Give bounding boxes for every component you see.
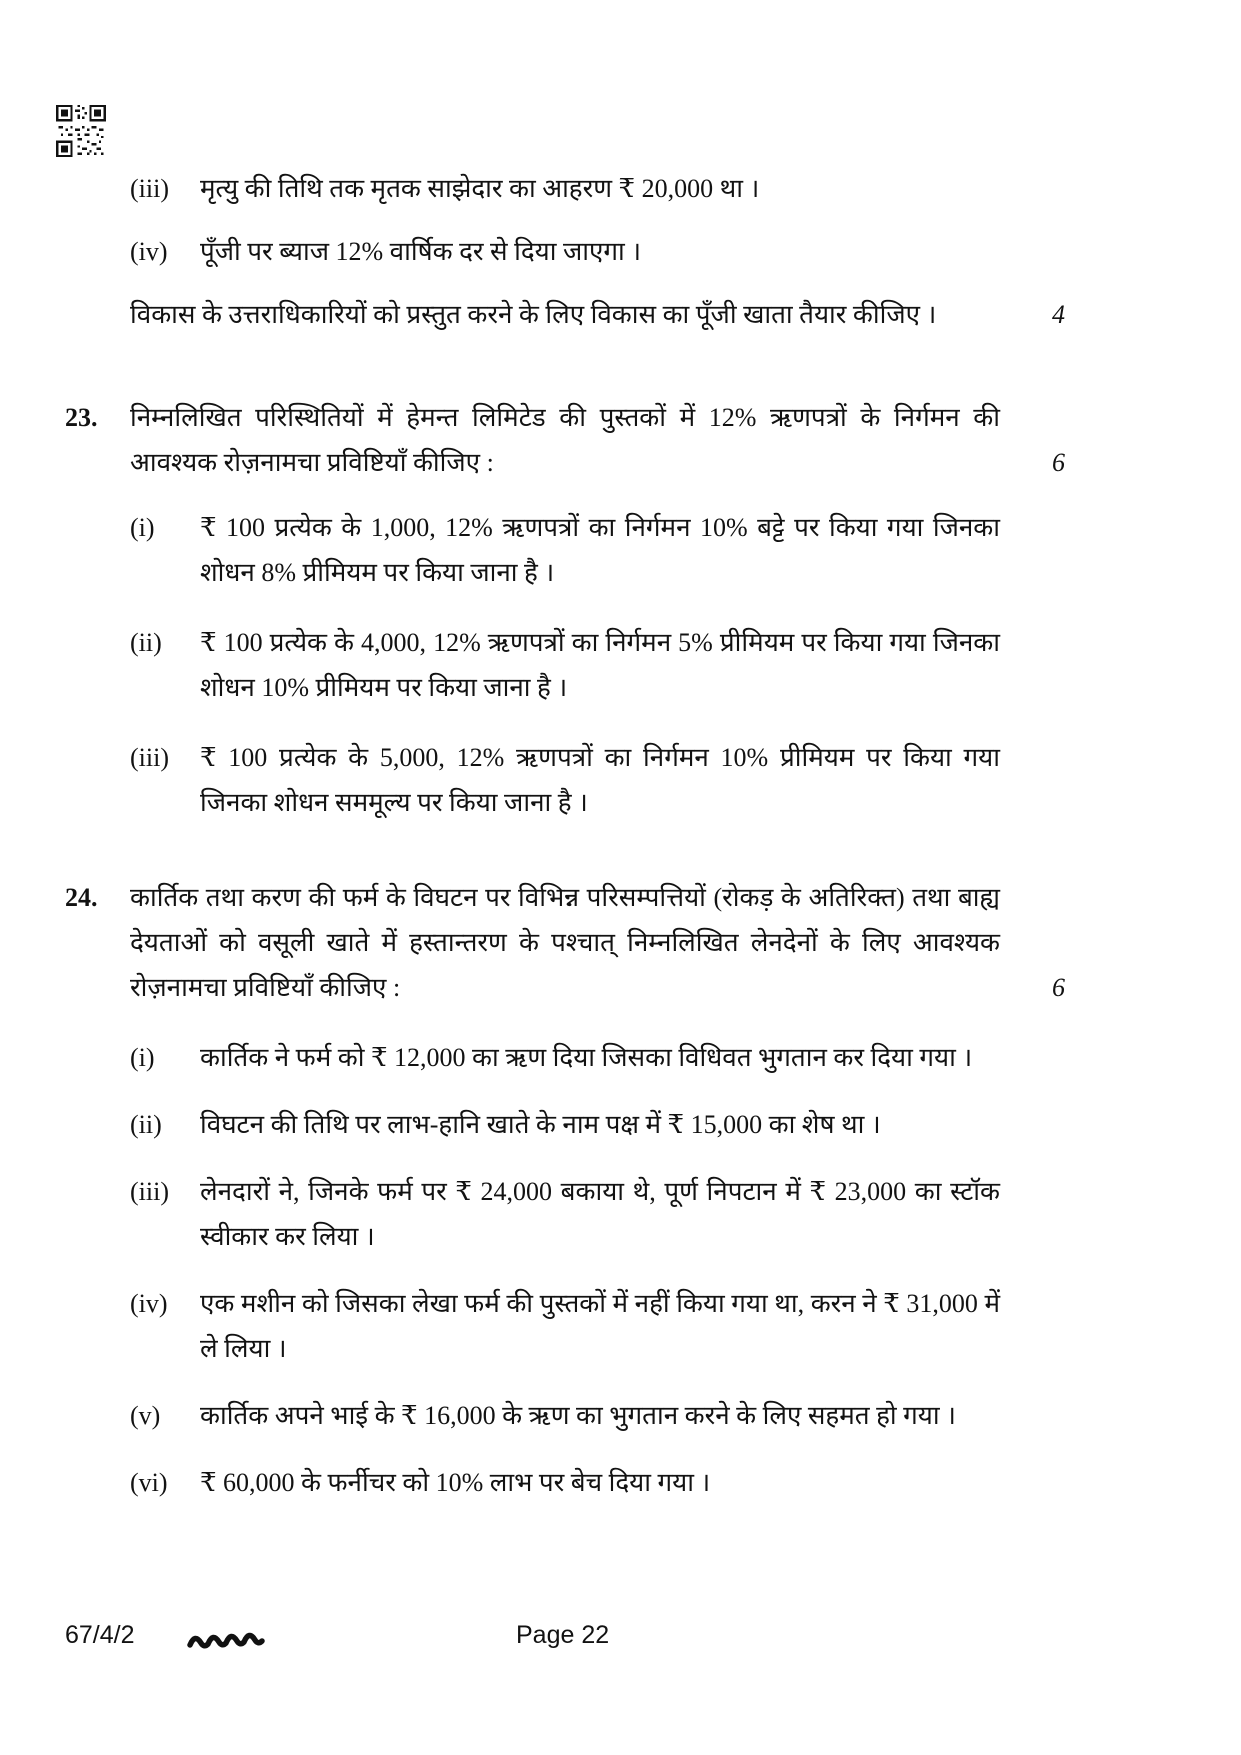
marks-value: 4 xyxy=(1052,300,1065,329)
list-item xyxy=(65,1169,1065,1259)
question-number: 23. xyxy=(65,403,98,432)
marks-value: 6 xyxy=(1052,448,1065,477)
list-item-label: (vi) xyxy=(130,1468,168,1497)
question-header xyxy=(65,395,1065,485)
list-item-text: ₹ 100 प्रत्येक के 5,000, 12% ऋणपत्रों का निर्गमन 10% प्रीमियम पर किया गया जिनका शोधन सममूल्य पर किया जाना है । xyxy=(200,743,1000,817)
list-item xyxy=(65,229,1065,274)
question-content xyxy=(65,166,1065,1527)
list-item-label: (i) xyxy=(130,1043,155,1072)
list-item-text: एक मशीन को जिसका लेखा फर्म की पुस्तकों में नहीं किया गया था, करन ने ₹ 31,000 में ले लिया । xyxy=(200,1289,1000,1363)
question-text: निम्नलिखित परिस्थितियों में हेमन्त लिमिटेड की पुस्तकों में 12% ऋणपत्रों के निर्गमन की आवश्यक रोज़नामचा प्रविष्टियाँ कीजिए : xyxy=(130,403,1000,477)
list-item-label: (iv) xyxy=(130,237,168,266)
list-item xyxy=(65,1393,1065,1438)
list-item-text: पूँजी पर ब्याज 12% वार्षिक दर से दिया जाएगा । xyxy=(200,237,642,266)
list-item-label: (iv) xyxy=(130,1289,168,1318)
list-item xyxy=(65,620,1065,710)
list-item-label: (iii) xyxy=(130,743,169,772)
instruction-text: विकास के उत्तराधिकारियों को प्रस्तुत करने के लिए विकास का पूँजी खाता तैयार कीजिए । xyxy=(130,300,937,329)
question-22-continuation xyxy=(65,166,1065,337)
qr-code-icon xyxy=(56,104,106,158)
list-item-text: ₹ 100 प्रत्येक के 1,000, 12% ऋणपत्रों का निर्गमन 10% बट्टे पर किया गया जिनका शोधन 8% प्रीमियम पर किया जाना है । xyxy=(200,513,1000,587)
list-item xyxy=(65,166,1065,211)
question-number: 24. xyxy=(65,883,98,912)
list-item-label: (iii) xyxy=(130,174,169,203)
list-item-text: विघटन की तिथि पर लाभ-हानि खाते के नाम पक्ष में ₹ 15,000 का शेष था । xyxy=(200,1110,881,1139)
question-header xyxy=(65,875,1065,1010)
list-item-text: ₹ 60,000 के फर्नीचर को 10% लाभ पर बेच दिया गया । xyxy=(200,1468,711,1497)
list-item-text: मृत्यु की तिथि तक मृतक साझेदार का आहरण ₹ 20,000 था । xyxy=(200,174,760,203)
page-number-label: Page 22 xyxy=(516,1621,610,1649)
question-text: कार्तिक तथा करण की फर्म के विघटन पर विभिन्न परिसम्पत्तियों (रोकड़ के अतिरिक्त) तथा बाह्य देयताओं को वसूली खाते में हस्तान्तरण के पश्चात् निम्नलिखित लेनदेनों के लिए आवश्यक रोज़नामचा प्रविष्टियाँ कीजिए : xyxy=(130,883,1000,1002)
list-item-label: (i) xyxy=(130,513,155,542)
list-item-label: (ii) xyxy=(130,1110,162,1139)
list-item-label: (ii) xyxy=(130,628,162,657)
question-24 xyxy=(65,875,1065,1505)
list-item-text: कार्तिक अपने भाई के ₹ 16,000 के ऋण का भुगतान करने के लिए सहमत हो गया । xyxy=(200,1401,956,1430)
list-item-label: (v) xyxy=(130,1401,161,1430)
question-23 xyxy=(65,395,1065,825)
list-item-label: (iii) xyxy=(130,1177,169,1206)
list-item xyxy=(65,1281,1065,1371)
list-item-text: लेनदारों ने, जिनके फर्म पर ₹ 24,000 बकाया थे, पूर्ण निपटान में ₹ 23,000 का स्टॉक स्वीकार कर लिया । xyxy=(200,1177,1000,1251)
list-item xyxy=(65,1035,1065,1080)
list-item-text: ₹ 100 प्रत्येक के 4,000, 12% ऋणपत्रों का निर्गमन 5% प्रीमियम पर किया गया जिनका शोधन 10% प्रीमियम पर किया जाना है । xyxy=(200,628,1000,702)
question-instruction xyxy=(65,292,1065,337)
list-item xyxy=(65,735,1065,825)
wavy-line-icon xyxy=(186,1630,276,1652)
list-item xyxy=(65,1102,1065,1147)
list-item xyxy=(65,1460,1065,1505)
marks-value: 6 xyxy=(1052,973,1065,1002)
paper-code: 67/4/2 xyxy=(65,1621,135,1649)
list-item-text: कार्तिक ने फर्म को ₹ 12,000 का ऋण दिया जिसका विधिवत भुगतान कर दिया गया । xyxy=(200,1043,973,1072)
list-item xyxy=(65,505,1065,595)
